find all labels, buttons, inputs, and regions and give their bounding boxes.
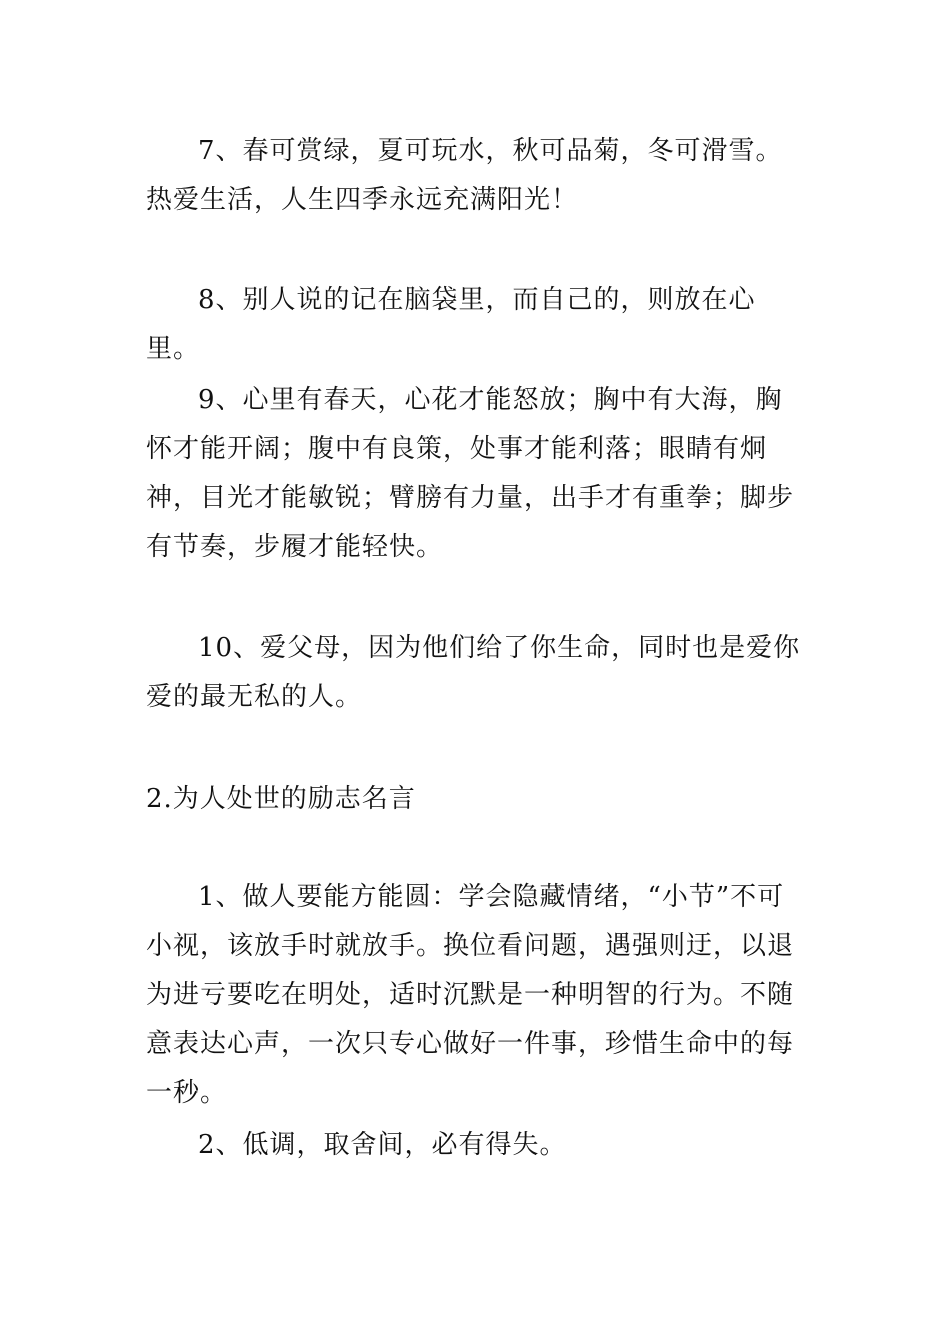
quote-paragraph-7: 7、春可赏绿，夏可玩水，秋可品菊，冬可滑雪。热爱生活，人生四季永远充满阳光！ <box>146 136 783 215</box>
section-item-1: 1、做人要能方能圆：学会隐藏情绪，“小节”不可小视，该放手时就放手。换位看问题，遇强则迂，以退为进亏要吃在明处，适时沉默是一种明智的行为。不随意表达心声，一次只专心做好一件事，珍惜生命中的每一秒。 <box>146 882 795 1108</box>
quote-paragraph-10: 10、爱父母，因为他们给了你生命，同时也是爱你爱的最无私的人。 <box>146 633 801 712</box>
quote-paragraph-8: 8、别人说的记在脑袋里，而自己的，则放在心里。 <box>146 285 756 364</box>
section-item-2: 2、低调，取舍间，必有得失。 <box>198 1130 567 1160</box>
section-heading: 2.为人处世的励志名言 <box>146 784 416 814</box>
quote-paragraph-9: 9、心里有春天，心花才能怒放；胸中有大海，胸怀才能开阔；腹中有良策，处事才能利落；眼睛有炯神，目光才能敏锐；臂膀有力量，出手才有重拳；脚步有节奏，步履才能轻快。 <box>146 385 795 562</box>
